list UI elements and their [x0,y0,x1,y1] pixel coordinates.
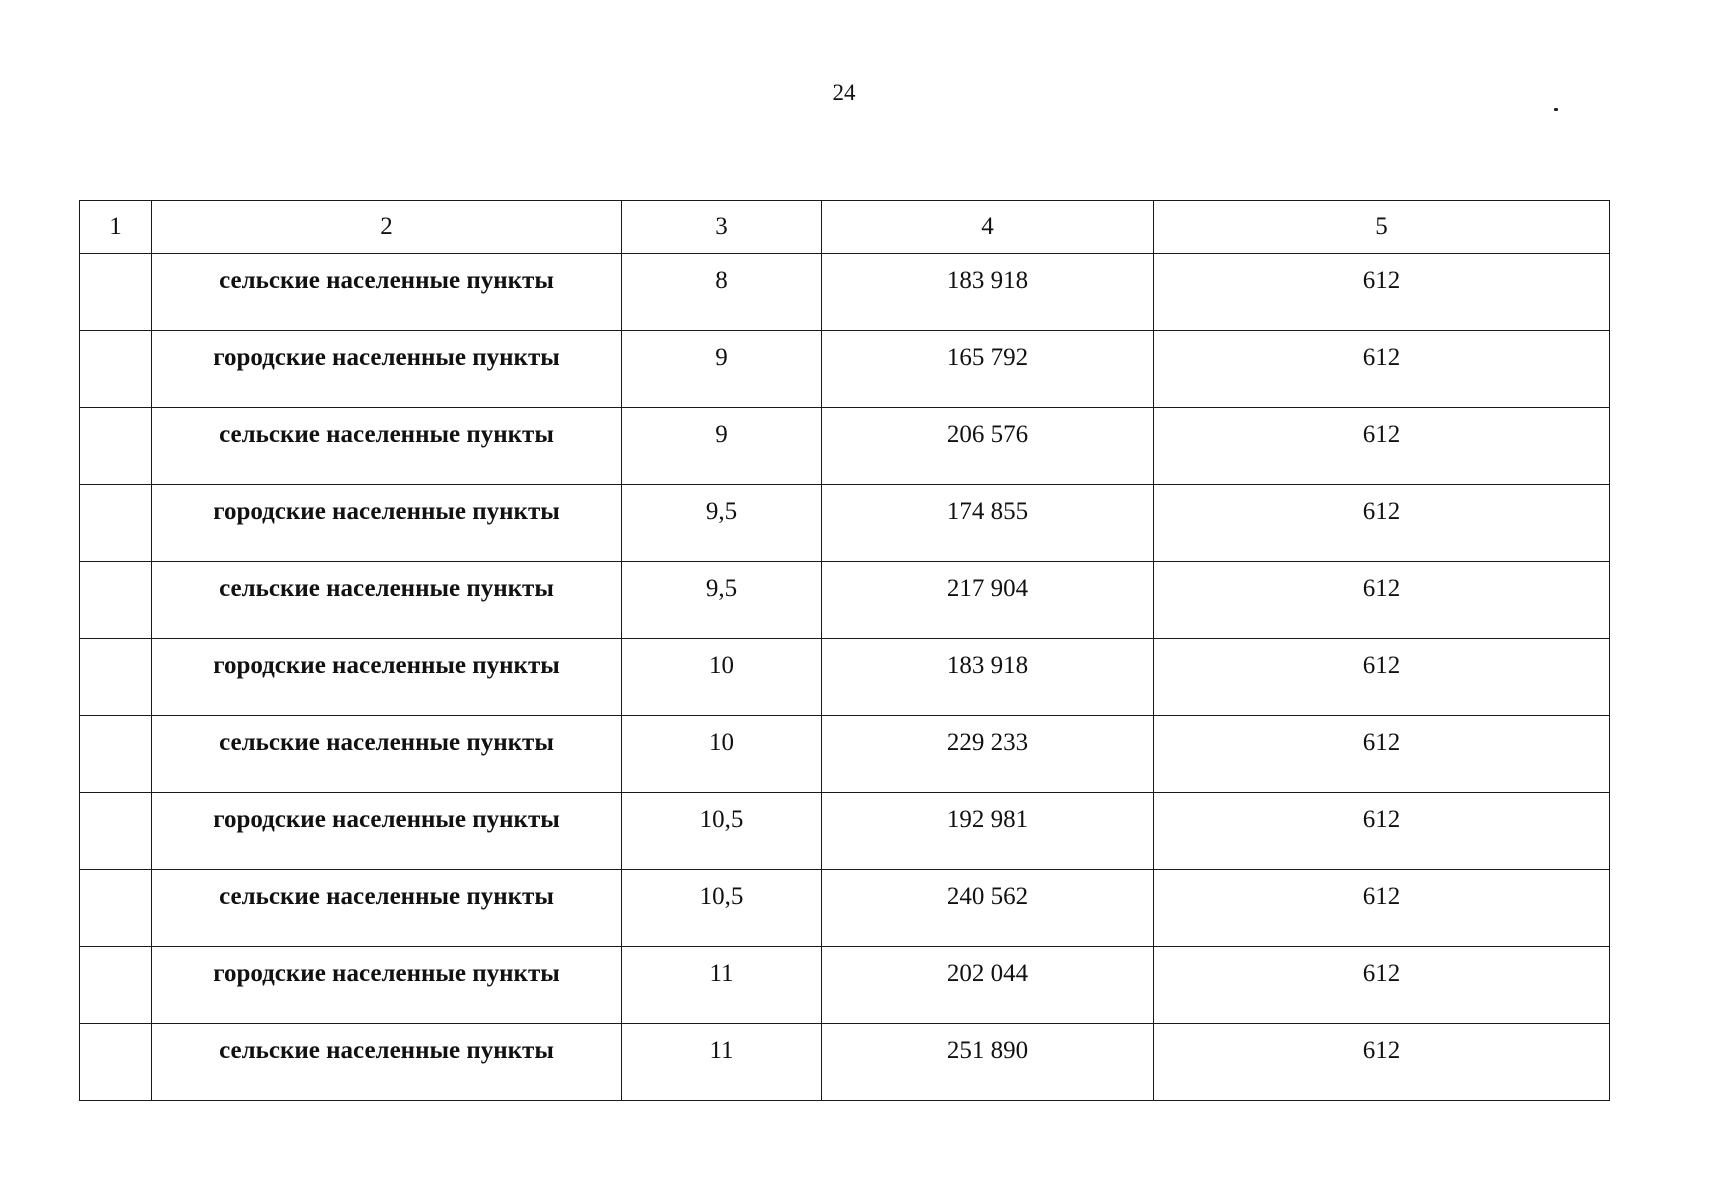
table-cell-value: 8 [622,254,822,331]
table-cell-value: 9 [622,331,822,408]
table-row [80,485,1610,562]
table-cell-amount: 183 918 [822,639,1154,716]
table-row [80,562,1610,639]
table-cell-settlement-type: сельские населенные пункты [152,254,622,331]
table-cell-index [80,254,152,331]
scan-speck [1554,108,1558,111]
table-cell-settlement-type: городские населенные пункты [152,639,622,716]
table-header-row [80,201,1610,254]
column-header: 2 [152,201,622,254]
table-cell-index [80,947,152,1024]
table-cell-index [80,562,152,639]
table-cell-value: 9,5 [622,562,822,639]
table-cell-code: 612 [1154,716,1610,793]
table-cell-index [80,408,152,485]
table-cell-amount: 217 904 [822,562,1154,639]
table-cell-settlement-type: городские населенные пункты [152,793,622,870]
table-cell-code: 612 [1154,793,1610,870]
table-row [80,408,1610,485]
table-cell-code: 612 [1154,947,1610,1024]
table-cell-value: 10 [622,639,822,716]
table-row [80,947,1610,1024]
table-cell-code: 612 [1154,254,1610,331]
table-cell-value: 10 [622,716,822,793]
table-cell-amount: 229 233 [822,716,1154,793]
table-cell-value: 11 [622,947,822,1024]
table-cell-code: 612 [1154,1024,1610,1101]
table-cell-index [80,716,152,793]
page-number: 24 [832,80,856,105]
table-cell-amount: 183 918 [822,254,1154,331]
table-cell-amount: 174 855 [822,485,1154,562]
table-cell-settlement-type: сельские населенные пункты [152,716,622,793]
table-cell-settlement-type: сельские населенные пункты [152,1024,622,1101]
column-header: 3 [622,201,822,254]
table-cell-value: 10,5 [622,793,822,870]
table-cell-settlement-type: городские населенные пункты [152,485,622,562]
column-header: 1 [80,201,152,254]
table-cell-code: 612 [1154,562,1610,639]
table-row [80,254,1610,331]
table-cell-index [80,1024,152,1101]
table-row [80,639,1610,716]
table-cell-code: 612 [1154,485,1610,562]
table-cell-index [80,485,152,562]
table-cell-code: 612 [1154,870,1610,947]
table-row [80,716,1610,793]
table-row [80,793,1610,870]
table-cell-amount: 202 044 [822,947,1154,1024]
table-cell-index [80,331,152,408]
table-cell-settlement-type: сельские населенные пункты [152,870,622,947]
table-cell-code: 612 [1154,331,1610,408]
table-cell-index [80,639,152,716]
table-cell-settlement-type: сельские населенные пункты [152,408,622,485]
column-header: 5 [1154,201,1610,254]
table-cell-amount: 192 981 [822,793,1154,870]
table-row [80,870,1610,947]
table-cell-settlement-type: городские населенные пункты [152,331,622,408]
column-header: 4 [822,201,1154,254]
table-cell-code: 612 [1154,408,1610,485]
table-cell-value: 9,5 [622,485,822,562]
table-cell-value: 11 [622,1024,822,1101]
table-cell-amount: 240 562 [822,870,1154,947]
table-cell-settlement-type: городские населенные пункты [152,947,622,1024]
table-row [80,1024,1610,1101]
table-cell-index [80,793,152,870]
table-cell-index [80,870,152,947]
table-row [80,331,1610,408]
table-cell-value: 10,5 [622,870,822,947]
table-cell-amount: 206 576 [822,408,1154,485]
table-cell-amount: 165 792 [822,331,1154,408]
table-cell-settlement-type: сельские населенные пункты [152,562,622,639]
table-cell-code: 612 [1154,639,1610,716]
data-table [79,200,1610,1101]
table-cell-value: 9 [622,408,822,485]
table-cell-amount: 251 890 [822,1024,1154,1101]
